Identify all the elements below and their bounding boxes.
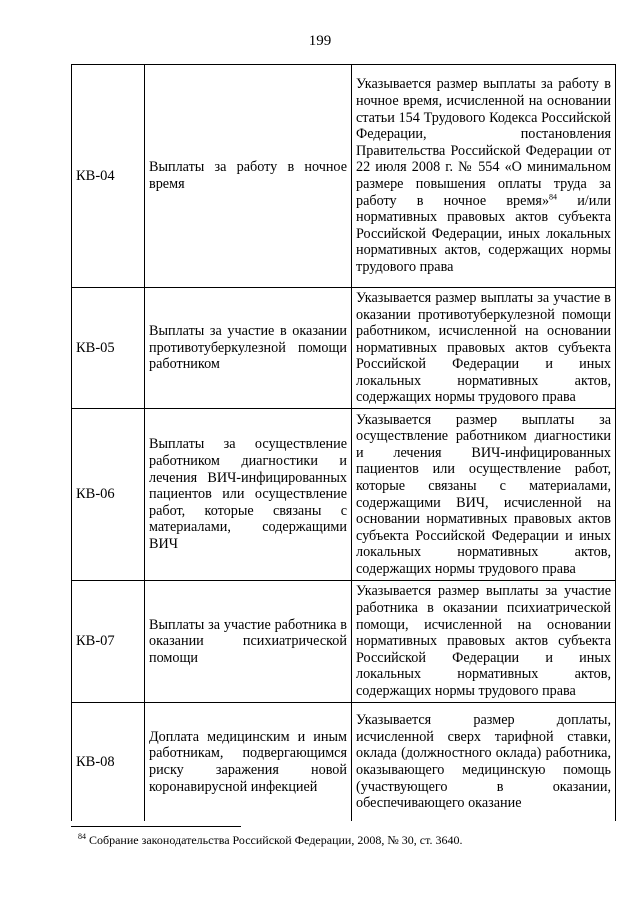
footnote-text: Собрание законодательства Российской Федерации, 2008, № 30, ст. 3640. — [86, 833, 463, 847]
description-cell: Указывается размер доплаты, исчисленной сверх тарифной ставки, оклада (должностного оклада) работника, оказывающего медицинскую помощь (участвующего в оказании, обеспечивающего оказание — [352, 703, 616, 822]
footnote — [78, 833, 462, 848]
code-cell: КВ-06 — [72, 409, 145, 581]
code-cell: КВ-04 — [72, 65, 145, 288]
table-row — [72, 581, 616, 703]
code-cell: КВ-07 — [72, 581, 145, 703]
description-cell: Указывается размер выплаты за участие в оказании противотуберкулезной помощи работником, исчисленной на основании нормативных правовых актов субъекта Российской Федерации и иных локальных нормативных актов, содержащих нормы трудового права — [352, 288, 616, 409]
name-cell: Доплата медицинским и иным работникам, подвергающимся риску заражения новой коронавирусной инфекцией — [145, 703, 352, 822]
name-cell: Выплаты за работу в ночное время — [145, 65, 352, 288]
description-text-continued: и/или нормативных правовых актов субъекта Российской Федерации, иных локальных нормативных актов, содержащих нормы трудового права — [356, 192, 611, 275]
table-row — [72, 703, 616, 822]
description-cell — [352, 65, 616, 288]
table-row — [72, 65, 616, 288]
code-cell: КВ-05 — [72, 288, 145, 409]
description-cell: Указывается размер выплаты за участие работника в оказании психиатрической помощи, исчисленной на основании нормативных правовых актов субъекта Российской Федерации и иных локальных нормативных актов, содержащих нормы трудового права — [352, 581, 616, 703]
description-text: Указывается размер выплаты за работу в ночное время, исчисленной на основании статьи 154 Трудового Кодекса Российской Федерации, постановления Правительства Российской Федерации от 22 июля 2008 г. № 554 «О минимальном размере повышения оплаты труда за работу в ночное время» — [356, 76, 611, 209]
page-number: 199 — [308, 33, 332, 49]
name-cell: Выплаты за участие работника в оказании психиатрической помощи — [145, 581, 352, 703]
table-row — [72, 288, 616, 409]
name-cell: Выплаты за осуществление работником диагностики и лечения ВИЧ-инфицированных пациентов или осуществление работ, которые связаны с материалами, содержащими ВИЧ — [145, 409, 352, 581]
payment-codes-table — [71, 64, 616, 821]
footnote-reference: 84 — [549, 191, 558, 201]
table-row — [72, 409, 616, 581]
description-cell: Указывается размер выплаты за осуществление работником диагностики и лечения ВИЧ-инфицированных пациентов или осуществление работ, которые связаны с материалами, содержащими ВИЧ, исчисленной на основании нормативных правовых актов субъекта Российской Федерации и иных локальных нормативных актов, содержащих нормы трудового права — [352, 409, 616, 581]
footnote-divider — [71, 826, 241, 827]
name-cell: Выплаты за участие в оказании противотуберкулезной помощи работником — [145, 288, 352, 409]
footnote-marker: 84 — [78, 832, 86, 841]
code-cell: КВ-08 — [72, 703, 145, 822]
